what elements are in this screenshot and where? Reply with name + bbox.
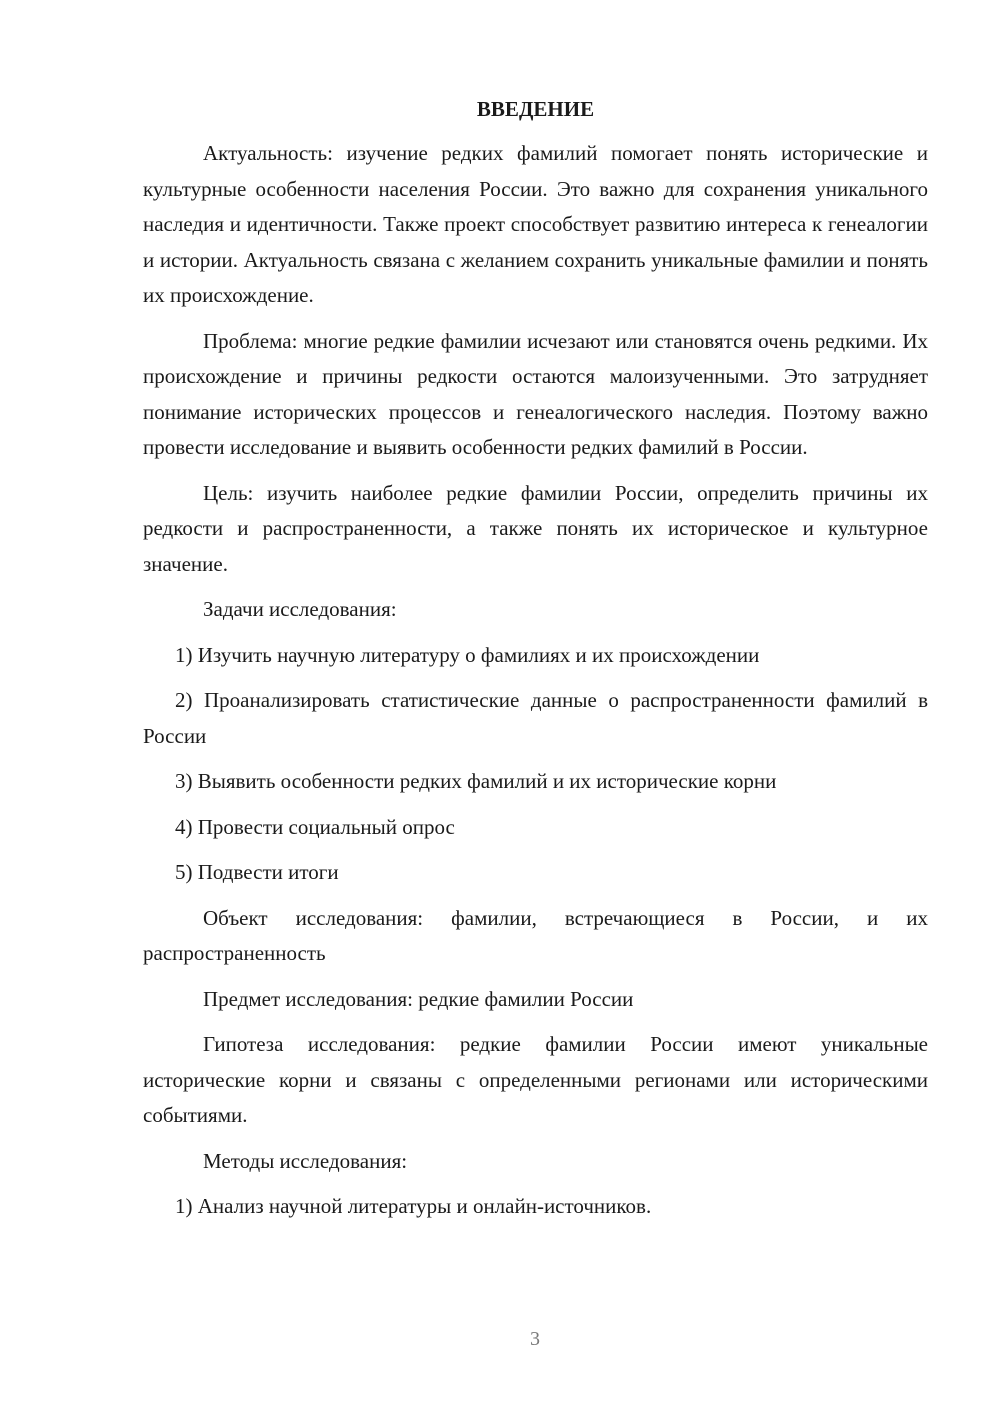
section-title: ВВЕДЕНИЕ: [476, 97, 595, 121]
task-item: 5) Подвести итоги: [175, 860, 339, 884]
page-number: 3: [530, 1328, 540, 1350]
tasks-heading: Задачи исследования:: [203, 597, 397, 621]
problem-paragraph: Проблема: многие редкие фамилии исчезают или становятся очень редкими. Их происхождение и причины редкости остаются малоизученными. Это затрудняет понимание исторических процессов и генеалогического наследия. Поэтому важно провести исследование и выявить особенности редких фамилий в России.: [143, 328, 928, 459]
document-page: [143, 92, 928, 1235]
methods-heading: Методы исследования:: [203, 1148, 408, 1173]
goal-paragraph: Цель: изучить наиболее редкие фамилии России, определить причины их редкости и распространенности, а также понять их историческое и культурное значение.: [143, 480, 928, 576]
subject-paragraph: Предмет исследования: редкие фамилии России: [203, 986, 634, 1011]
task-item: 3) Выявить особенности редких фамилий и их исторические корни: [175, 769, 777, 793]
relevance-paragraph: Актуальность: изучение редких фамилий помогает понять исторические и культурные особенности населения России. Это важно для сохранения уникального наследия и идентичности. Также проект способствует развитию интереса к генеалогии и истории. Актуальность связана с желанием сохранить уникальные фамилии и понять их происхождение.: [143, 141, 928, 307]
task-item: 1) Изучить научную литературу о фамилиях и их происхождении: [175, 642, 760, 667]
object-paragraph: Объект исследования: фамилии, встречающиеся в России, и их распространенность: [143, 905, 928, 965]
task-item: 2) Проанализировать статистические данные о распространенности фамилий в России: [143, 688, 928, 748]
task-item: 4) Провести социальный опрос: [175, 814, 455, 839]
hypothesis-paragraph: Гипотеза исследования: редкие фамилии России имеют уникальные исторические корни и связаны с определенными регионами или историческими событиями.: [143, 1032, 928, 1127]
method-item: 1) Анализ научной литературы и онлайн-источников.: [175, 1194, 652, 1218]
